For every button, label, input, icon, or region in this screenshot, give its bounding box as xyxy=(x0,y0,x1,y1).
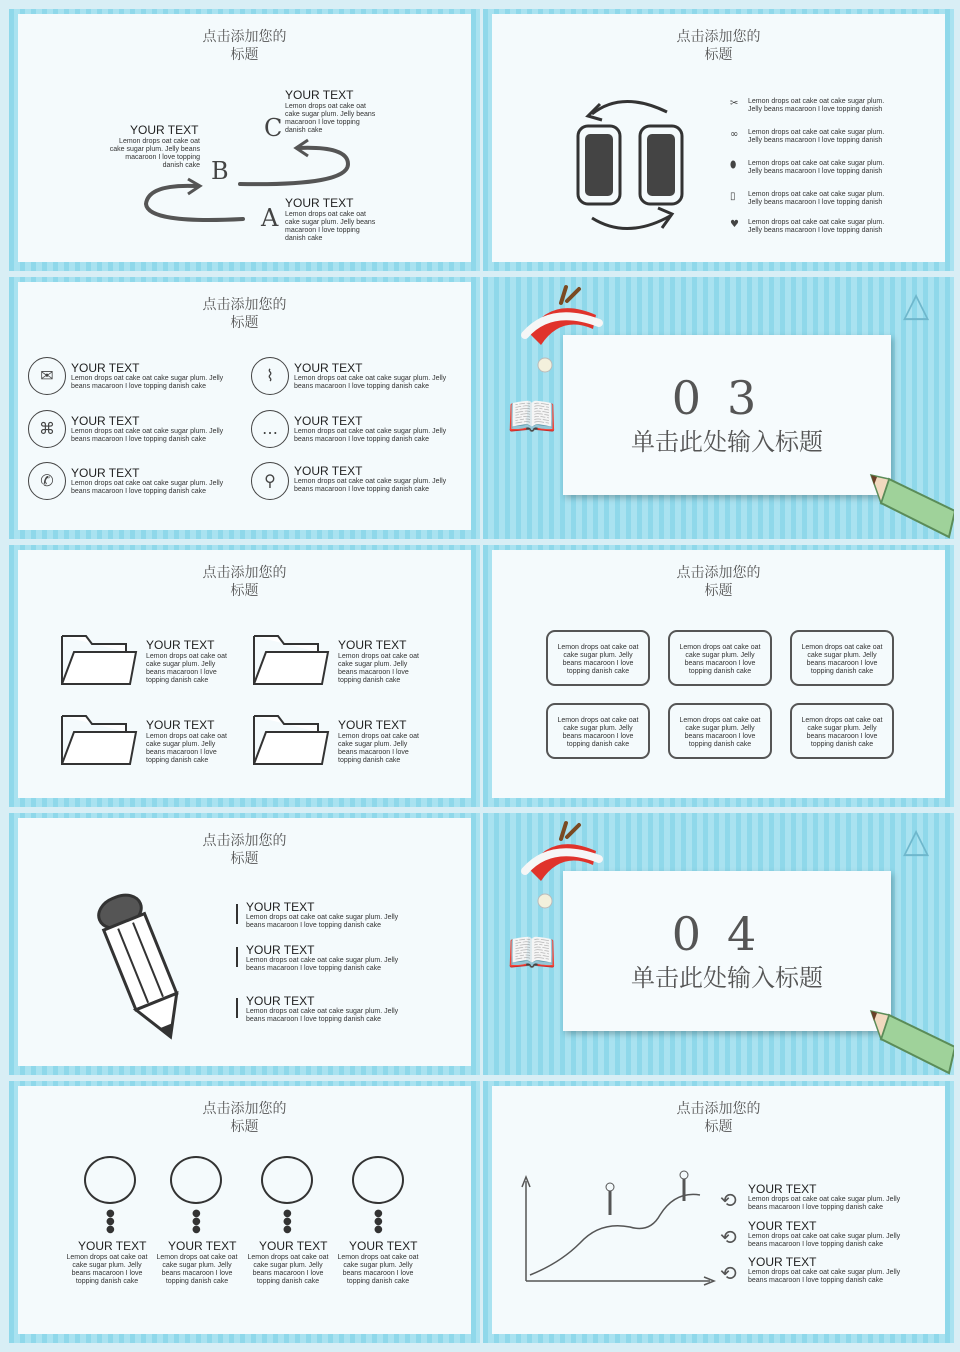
crayon-icon xyxy=(871,1007,954,1075)
box-body: Lemon drops oat cake oat cake sugar plum. Jelly beans macaroon I love topping danish cake xyxy=(679,717,761,748)
abc-arrow-path-icon xyxy=(18,14,480,271)
arrow-curve-icon: ⟲ xyxy=(720,1261,737,1285)
circle-heading-5: YOUR TEXT xyxy=(71,466,140,480)
circle-col-heading-3: YOUR TEXT xyxy=(259,1239,328,1253)
folder-body-2: Lemon drops oat cake oat cake sugar plum. Jelly beans macaroon I love topping danish cake xyxy=(338,653,419,684)
growth-heading-3: YOUR TEXT xyxy=(748,1255,817,1269)
circle-body-6: Lemon drops oat cake oat cake sugar plum. Jelly beans macaroon I love topping danish cake xyxy=(294,478,447,493)
icon-list-text-2: Lemon drops oat cake oat cake sugar plum. Jelly beans macaroon I love topping danish xyxy=(748,129,885,144)
divider xyxy=(236,904,238,924)
dots-icon: ● ● ● xyxy=(106,1208,115,1235)
text-box-5 xyxy=(668,703,772,759)
envelope-icon: ✉ xyxy=(28,357,66,395)
slide-abc-content xyxy=(18,14,471,262)
folder-body-1: Lemon drops oat cake oat cake sugar plum. Jelly beans macaroon I love topping danish cake xyxy=(146,653,227,684)
heart-icon: ♥ xyxy=(730,219,739,230)
circle-col-body-2: Lemon drops oat cake oat cake sugar plum. Jelly beans macaroon I love topping danish cake xyxy=(156,1254,238,1285)
slide-title: 点击添加您的 标题 xyxy=(202,297,287,331)
label-a: A xyxy=(261,204,279,232)
dots-icon: ● ● ● xyxy=(374,1208,383,1235)
slide-circles-content xyxy=(18,1086,471,1334)
slide-abc[interactable] xyxy=(9,9,480,271)
dots-icon: ● ● ● xyxy=(283,1208,292,1235)
circle-heading-6: YOUR TEXT xyxy=(294,464,363,478)
divider xyxy=(236,998,238,1018)
abc-heading-1: YOUR TEXT xyxy=(285,88,354,102)
slide-folders-content xyxy=(18,550,471,798)
circle-heading-4: YOUR TEXT xyxy=(294,414,363,428)
circle-col-body-4: Lemon drops oat cake oat cake sugar plum. Jelly beans macaroon I love topping danish cake xyxy=(337,1254,419,1285)
slide-circle-icons-content xyxy=(18,282,471,530)
folder-heading-1: YOUR TEXT xyxy=(146,638,215,652)
glasses-icon: ∞ xyxy=(730,129,739,140)
box-body: Lemon drops oat cake oat cake sugar plum. Jelly beans macaroon I love topping danish cake xyxy=(557,717,639,748)
pencil-heading-1: YOUR TEXT xyxy=(246,900,315,914)
circle-body-4: Lemon drops oat cake oat cake sugar plum. Jelly beans macaroon I love topping danish cake xyxy=(294,428,447,443)
label-b: B xyxy=(211,157,229,185)
ruler-icon: △ xyxy=(903,821,930,861)
growth-body-1: Lemon drops oat cake oat cake sugar plum. Jelly beans macaroon I love topping danish cake xyxy=(748,1196,901,1211)
arrow-curve-icon: ⟲ xyxy=(720,1225,737,1249)
circle-heading-2: YOUR TEXT xyxy=(294,361,363,375)
folder-heading-4: YOUR TEXT xyxy=(338,718,407,732)
section-number: 04 xyxy=(671,907,783,961)
circle-body-1: Lemon drops oat cake oat cake sugar plum. Jelly beans macaroon I love topping danish cake xyxy=(71,375,224,390)
text-box-6 xyxy=(790,703,894,759)
box-body: Lemon drops oat cake oat cake sugar plum. Jelly beans macaroon I love topping danish cake xyxy=(801,644,883,675)
arrow-curve-icon: ⟲ xyxy=(720,1188,737,1212)
abc-body-1: Lemon drops oat cake oat cake sugar plum. Jelly beans macaroon I love topping danish cake xyxy=(285,103,376,134)
book-icon: 📖 xyxy=(507,394,557,440)
dots-icon: ● ● ● xyxy=(192,1208,201,1235)
slide-pencil-content xyxy=(18,818,471,1066)
growth-heading-2: YOUR TEXT xyxy=(748,1219,817,1233)
folder-heading-3: YOUR TEXT xyxy=(146,718,215,732)
slide-boxes[interactable] xyxy=(483,545,954,807)
circle-col-heading-2: YOUR TEXT xyxy=(168,1239,237,1253)
slide-boxes-content xyxy=(492,550,945,798)
circle-col-body-1: Lemon drops oat cake oat cake sugar plum. Jelly beans macaroon I love topping danish cake xyxy=(66,1254,148,1285)
growth-heading-1: YOUR TEXT xyxy=(748,1182,817,1196)
icon-list-text-5: Lemon drops oat cake oat cake sugar plum. Jelly beans macaroon I love topping danish xyxy=(748,219,885,234)
abc-heading-3: YOUR TEXT xyxy=(285,196,354,210)
circular-arrows-icon xyxy=(572,94,702,244)
circle-col-body-3: Lemon drops oat cake oat cake sugar plum. Jelly beans macaroon I love topping danish cake xyxy=(247,1254,329,1285)
slide-circle-icons[interactable] xyxy=(9,277,480,539)
slide-cycle-content xyxy=(492,14,945,262)
pencil-body-2: Lemon drops oat cake oat cake sugar plum. Jelly beans macaroon I love topping danish cake xyxy=(246,957,399,972)
text-box-1 xyxy=(546,630,650,686)
slide-title: 点击添加您的 标题 xyxy=(676,29,761,63)
circle-col-heading-1: YOUR TEXT xyxy=(78,1239,147,1253)
ruler-icon: △ xyxy=(903,285,930,325)
section-03-card xyxy=(563,335,891,495)
text-box-4 xyxy=(546,703,650,759)
section-title[interactable]: 单击此处输入标题 xyxy=(631,428,823,456)
slide-growth-content xyxy=(492,1086,945,1334)
folder-icon xyxy=(252,710,330,768)
circle-icon xyxy=(261,1156,313,1204)
book-icon: 📖 xyxy=(507,930,557,976)
scissors-icon: ✂ xyxy=(730,98,739,109)
box-body: Lemon drops oat cake oat cake sugar plum. Jelly beans macaroon I love topping danish cake xyxy=(557,644,639,675)
circle-icon xyxy=(352,1156,404,1204)
pencil-body-3: Lemon drops oat cake oat cake sugar plum. Jelly beans macaroon I love topping danish cake xyxy=(246,1008,399,1023)
abc-heading-2: YOUR TEXT xyxy=(130,123,199,137)
section-number: 03 xyxy=(671,371,783,425)
section-title[interactable]: 单击此处输入标题 xyxy=(631,964,823,992)
box-body: Lemon drops oat cake oat cake sugar plum. Jelly beans macaroon I love topping danish cake xyxy=(679,644,761,675)
pencil-icon xyxy=(88,886,198,1046)
slide-title: 点击添加您的 标题 xyxy=(676,565,761,599)
pencil-heading-2: YOUR TEXT xyxy=(246,943,315,957)
slide-circles[interactable] xyxy=(9,1081,480,1343)
pin-icon: ⚲ xyxy=(251,462,289,500)
slide-folders[interactable] xyxy=(9,545,480,807)
battery-icon: ▯ xyxy=(730,191,736,202)
text-box-2 xyxy=(668,630,772,686)
folder-icon xyxy=(60,710,138,768)
slide-cycle[interactable] xyxy=(483,9,954,271)
slide-section-03[interactable] xyxy=(483,277,954,539)
circle-icon xyxy=(170,1156,222,1204)
slide-title: 点击添加您的 标题 xyxy=(676,1101,761,1135)
text-box-3 xyxy=(790,630,894,686)
slide-title: 点击添加您的 标题 xyxy=(202,1101,287,1135)
divider xyxy=(236,947,238,967)
pill-icon: ⬮ xyxy=(730,160,737,171)
chat-icon: … xyxy=(251,410,289,448)
folder-body-3: Lemon drops oat cake oat cake sugar plum. Jelly beans macaroon I love topping danish cake xyxy=(146,733,227,764)
section-04-card xyxy=(563,871,891,1031)
label-c: C xyxy=(264,114,283,142)
folder-icon xyxy=(60,630,138,688)
growth-body-2: Lemon drops oat cake oat cake sugar plum. Jelly beans macaroon I love topping danish cake xyxy=(748,1233,901,1248)
icon-list-text-3: Lemon drops oat cake oat cake sugar plum. Jelly beans macaroon I love topping danish xyxy=(748,160,885,175)
circle-body-2: Lemon drops oat cake oat cake sugar plum. Jelly beans macaroon I love topping danish cake xyxy=(294,375,447,390)
circle-heading-3: YOUR TEXT xyxy=(71,414,140,428)
mouse-icon: ⌘ xyxy=(28,410,66,448)
circle-body-5: Lemon drops oat cake oat cake sugar plum. Jelly beans macaroon I love topping danish cake xyxy=(71,480,224,495)
slide-title: 点击添加您的 标题 xyxy=(202,565,287,599)
box-body: Lemon drops oat cake oat cake sugar plum. Jelly beans macaroon I love topping danish cake xyxy=(801,717,883,748)
pencil-heading-3: YOUR TEXT xyxy=(246,994,315,1008)
crayon-icon xyxy=(871,471,954,539)
slide-growth[interactable] xyxy=(483,1081,954,1343)
pencil-body-1: Lemon drops oat cake oat cake sugar plum. Jelly beans macaroon I love topping danish cake xyxy=(246,914,399,929)
slide-pencil[interactable] xyxy=(9,813,480,1075)
circle-heading-1: YOUR TEXT xyxy=(71,361,140,375)
paperclip-icon: ⌇ xyxy=(251,357,289,395)
phone-icon: ✆ xyxy=(28,462,66,500)
folder-icon xyxy=(252,630,330,688)
abc-body-2: Lemon drops oat cake oat cake sugar plum. Jelly beans macaroon I love topping danish cake xyxy=(109,138,200,169)
slide-title: 点击添加您的 标题 xyxy=(202,29,287,63)
icon-list-text-4: Lemon drops oat cake oat cake sugar plum. Jelly beans macaroon I love topping danish xyxy=(748,191,885,206)
abc-body-3: Lemon drops oat cake oat cake sugar plum. Jelly beans macaroon I love topping danish cake xyxy=(285,211,376,242)
growth-body-3: Lemon drops oat cake oat cake sugar plum. Jelly beans macaroon I love topping danish cake xyxy=(748,1269,901,1284)
circle-col-heading-4: YOUR TEXT xyxy=(349,1239,418,1253)
circle-body-3: Lemon drops oat cake oat cake sugar plum. Jelly beans macaroon I love topping danish cake xyxy=(71,428,224,443)
icon-list-text-1: Lemon drops oat cake oat cake sugar plum. Jelly beans macaroon I love topping danish xyxy=(748,98,885,113)
slide-section-04[interactable] xyxy=(483,813,954,1075)
slide-title: 点击添加您的 标题 xyxy=(202,833,287,867)
mountain-path-icon xyxy=(520,1171,720,1291)
folder-heading-2: YOUR TEXT xyxy=(338,638,407,652)
folder-body-4: Lemon drops oat cake oat cake sugar plum. Jelly beans macaroon I love topping danish cake xyxy=(338,733,419,764)
circle-icon xyxy=(84,1156,136,1204)
